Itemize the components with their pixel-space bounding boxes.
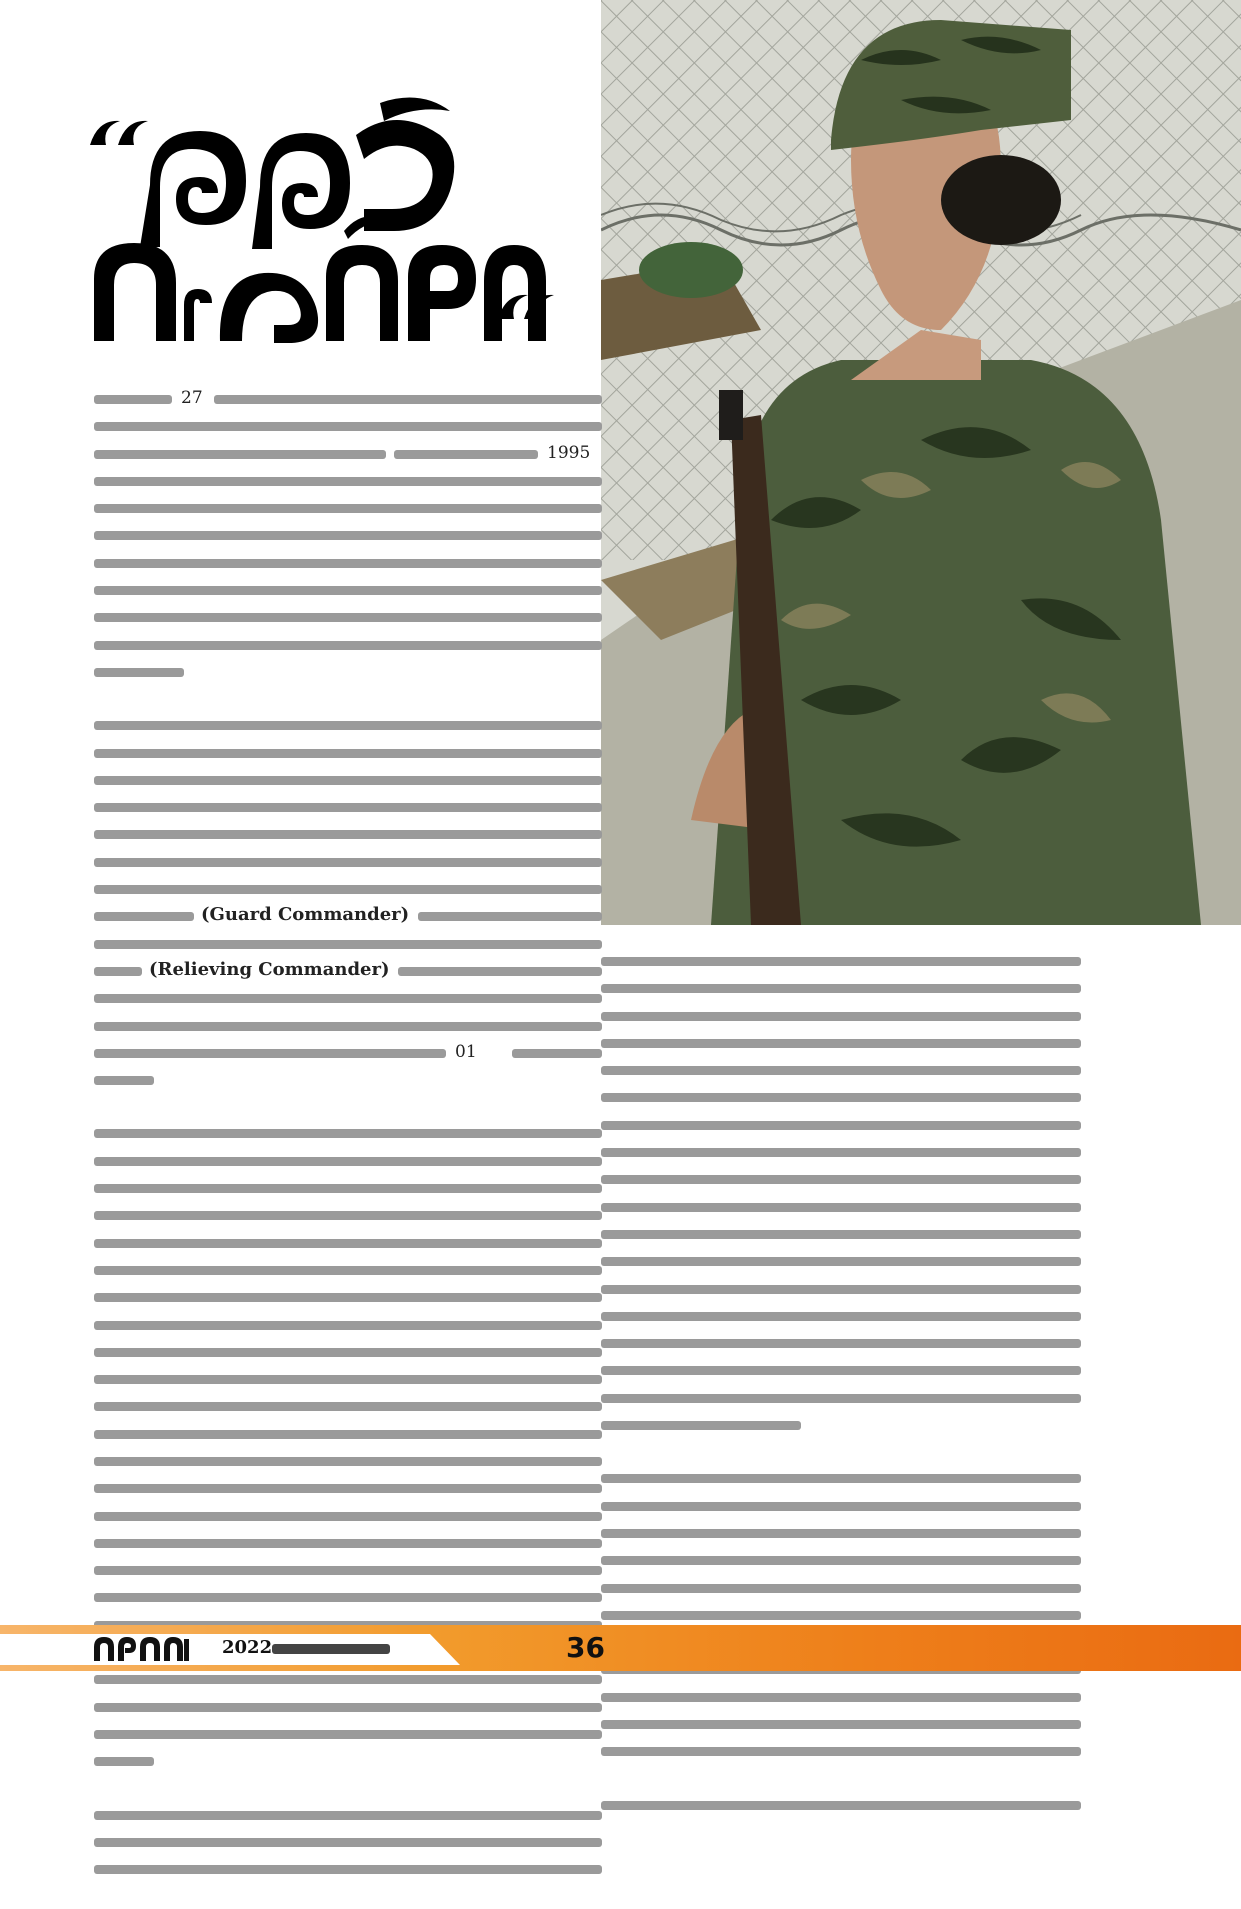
text-line [94, 577, 602, 604]
text-line [94, 1557, 602, 1584]
text-line [94, 441, 602, 468]
text-line [94, 632, 602, 659]
text-line [94, 413, 602, 440]
text-line [94, 1040, 602, 1067]
logo-glyph-shapes [92, 1635, 190, 1664]
text-line [94, 1503, 602, 1530]
text-line [94, 1013, 602, 1040]
year-number: 1995 [544, 442, 593, 464]
article-photo [601, 0, 1241, 925]
text-line [94, 1230, 602, 1257]
text-line [94, 1202, 602, 1229]
text-line [601, 1248, 1081, 1275]
guard-commander-term: (Guard Commander) [198, 904, 412, 926]
page-number: 36 [566, 1631, 605, 1664]
text-line [601, 1330, 1081, 1357]
text-line [94, 1584, 602, 1611]
text-line [94, 1694, 602, 1721]
text-line [94, 1257, 602, 1284]
text-line [601, 1520, 1081, 1547]
text-line [94, 1284, 602, 1311]
text-line [94, 794, 602, 821]
headline-glyph-shapes [80, 95, 560, 365]
paragraph-6 [601, 1465, 1081, 1765]
text-line [601, 1276, 1081, 1303]
text-line [94, 550, 602, 577]
relieving-commander-term: (Relieving Commander) [146, 959, 393, 981]
text-line [94, 1748, 602, 1775]
text-line [601, 1194, 1081, 1221]
text-line [94, 1802, 602, 1829]
text-line [601, 1711, 1081, 1738]
text-line [94, 1067, 602, 1094]
text-line [94, 1475, 602, 1502]
text-line [94, 1312, 602, 1339]
text-line [94, 522, 602, 549]
text-line [94, 1339, 602, 1366]
text-line [94, 740, 602, 767]
article-headline-artwork [80, 95, 560, 365]
text-line [601, 1547, 1081, 1574]
text-line [94, 1721, 602, 1748]
text-line [94, 495, 602, 522]
article-column-left [94, 386, 602, 1909]
text-line [601, 1493, 1081, 1520]
text-line [601, 1465, 1081, 1492]
text-line [601, 1084, 1081, 1111]
text-line [94, 849, 602, 876]
text-line [94, 468, 602, 495]
text-line [94, 659, 602, 686]
text-line [601, 1412, 1081, 1439]
text-line [601, 948, 1081, 975]
text-line [601, 1057, 1081, 1084]
magazine-logo [92, 1635, 190, 1664]
text-line [94, 1856, 602, 1883]
paragraph-2 [94, 712, 602, 1094]
paragraph-4 [94, 1802, 602, 1884]
text-line [94, 985, 602, 1012]
article-column-right [601, 948, 1081, 1845]
text-line [94, 712, 602, 739]
text-line [601, 1221, 1081, 1248]
text-line [94, 958, 602, 985]
text-line [94, 767, 602, 794]
text-line [601, 1684, 1081, 1711]
text-line [94, 1829, 602, 1856]
text-line [94, 386, 602, 413]
paragraph-5 [601, 948, 1081, 1439]
text-line [94, 821, 602, 848]
paragraph-3 [94, 1120, 602, 1775]
paragraph-7 [601, 1792, 1081, 1819]
text-line [94, 1120, 602, 1147]
text-line [94, 1148, 602, 1175]
text-line [601, 1357, 1081, 1384]
text-line [601, 1385, 1081, 1412]
text-line [94, 876, 602, 903]
issue-month-text [272, 1644, 390, 1654]
text-line [601, 1303, 1081, 1330]
page-footer [0, 1625, 1241, 1671]
issue-year: 2022 [222, 1637, 273, 1658]
text-line [94, 1530, 602, 1557]
text-line [94, 1448, 602, 1475]
text-line [601, 1030, 1081, 1057]
text-line [601, 1139, 1081, 1166]
text-line [94, 1175, 602, 1202]
text-line [601, 1112, 1081, 1139]
soldier-photo-illustration [601, 0, 1241, 925]
text-line [601, 1003, 1081, 1030]
text-line [601, 1166, 1081, 1193]
post-number: 01 [452, 1041, 480, 1063]
text-line [94, 931, 602, 958]
text-line [601, 975, 1081, 1002]
years-ago-number: 27 [178, 387, 206, 409]
text-line [94, 604, 602, 631]
text-line [601, 1738, 1081, 1765]
paragraph-1 [94, 386, 602, 686]
text-line [94, 1366, 602, 1393]
text-line [601, 1575, 1081, 1602]
text-line [94, 1393, 602, 1420]
text-line [601, 1792, 1081, 1819]
text-line [94, 1421, 602, 1448]
text-line [94, 903, 602, 930]
